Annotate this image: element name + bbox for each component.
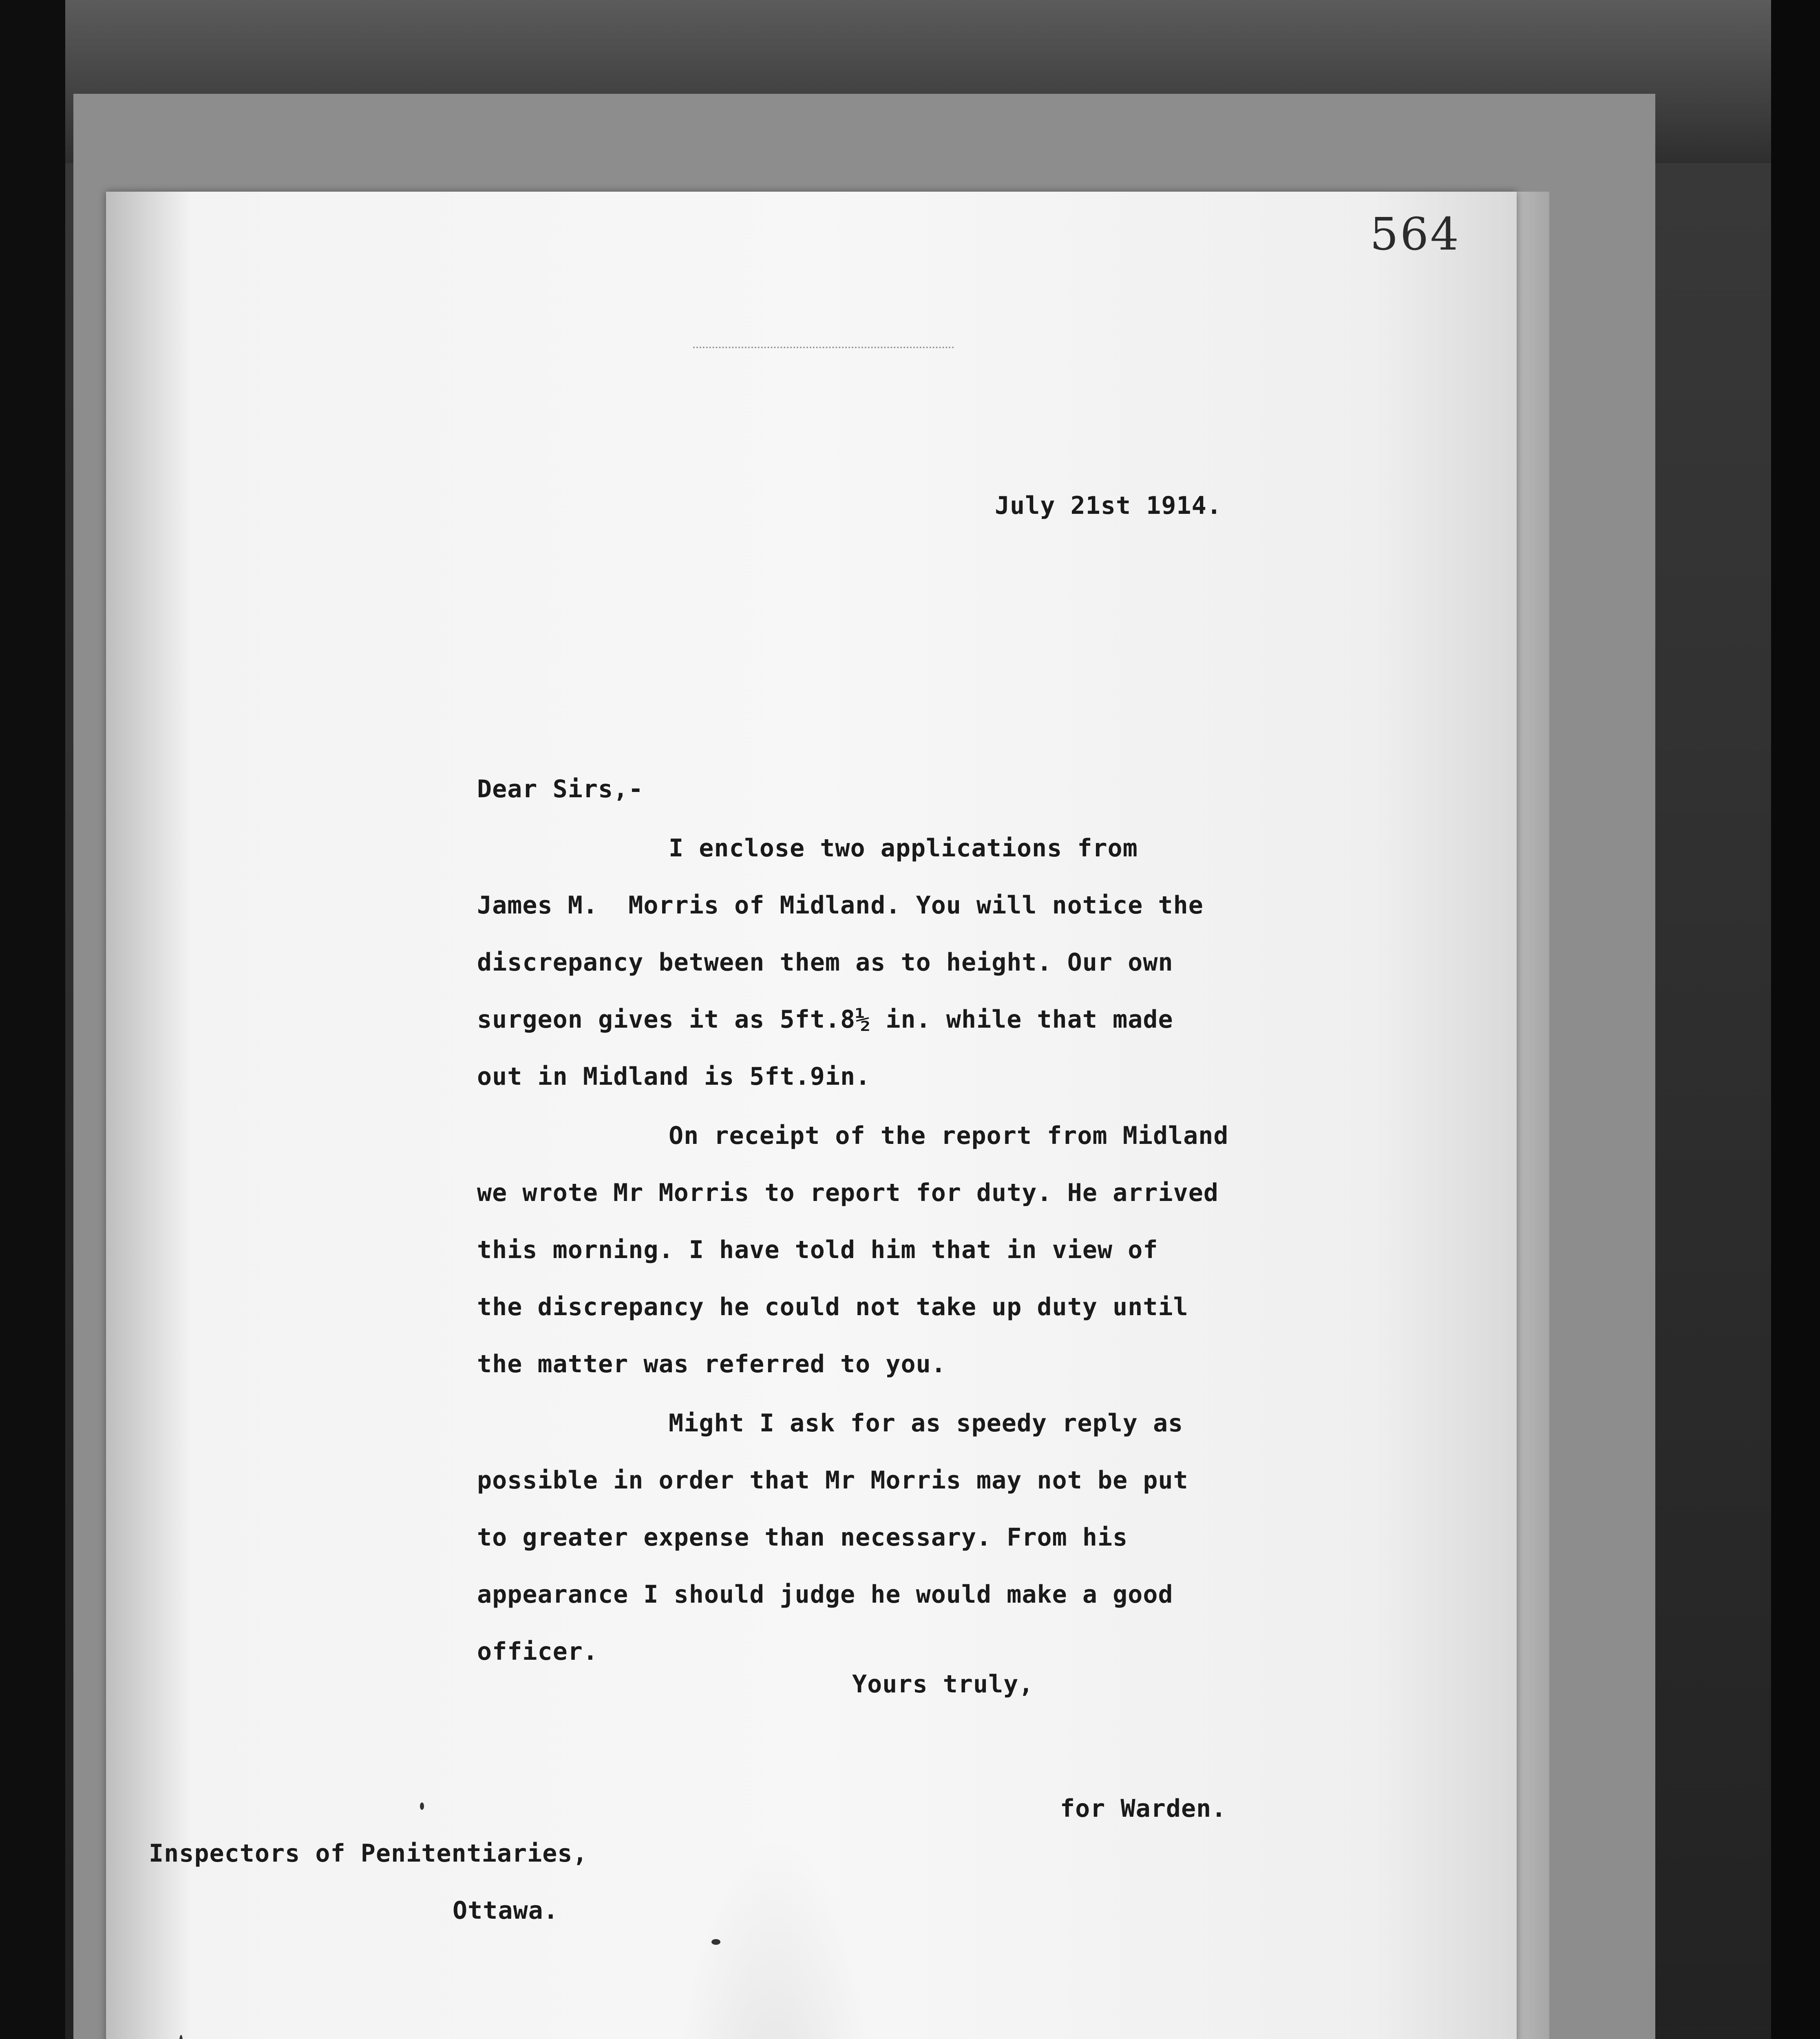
body-line: surgeon gives it as 5ft.8½ in. while that made: [477, 1005, 1173, 1034]
body-line: the matter was referred to you.: [477, 1350, 946, 1378]
body-line: the discrepancy he could not take up duty until: [477, 1293, 1188, 1321]
salutation: Dear Sirs,-: [477, 775, 644, 803]
ink-speck: [420, 1802, 424, 1810]
body-line: to greater expense than necessary. From his: [477, 1523, 1128, 1552]
body-line: out in Midland is 5ft.9in.: [477, 1062, 871, 1091]
body-line: Might I ask for as speedy reply as: [669, 1409, 1184, 1437]
body-line: appearance I should judge he would make a good: [477, 1580, 1173, 1609]
page-number: 564: [1370, 208, 1460, 260]
ink-speck: [711, 1939, 720, 1945]
body-line: I enclose two applications from: [669, 834, 1138, 862]
body-line: James M. Morris of Midland. You will notice the: [477, 891, 1204, 920]
letter-date: July 21st 1914.: [995, 491, 1222, 520]
letter-page: [106, 192, 1517, 2039]
body-line: discrepancy between them as to height. Our own: [477, 948, 1173, 977]
signature-line: for Warden.: [1060, 1794, 1227, 1823]
scan-frame-right: [1771, 0, 1820, 2039]
body-line: we wrote Mr Morris to report for duty. He arrived: [477, 1179, 1219, 1207]
body-line: this morning. I have told him that in view of: [477, 1236, 1158, 1264]
body-line: officer.: [477, 1637, 598, 1666]
scan-frame-left: [0, 0, 65, 2039]
dotted-rule: [693, 347, 954, 350]
closing: Yours truly,: [852, 1670, 1034, 1698]
addressee-city: Ottawa.: [453, 1896, 559, 1925]
addressee: Inspectors of Penitentiaries,: [149, 1839, 588, 1868]
body-line: On receipt of the report from Midland: [669, 1121, 1229, 1150]
body-line: possible in order that Mr Morris may not be put: [477, 1466, 1188, 1495]
paper-stain: [673, 1835, 877, 2039]
